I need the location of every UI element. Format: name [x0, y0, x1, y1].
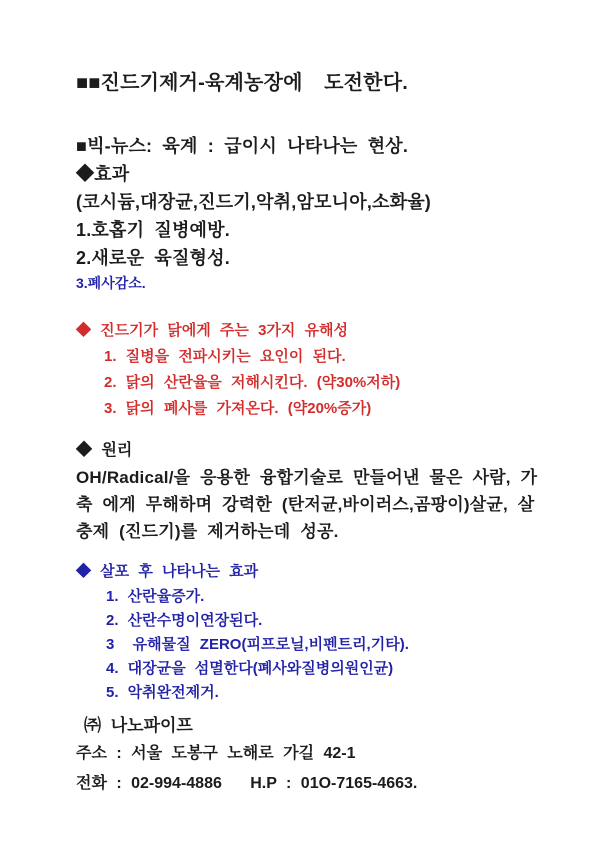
section-gap: [76, 295, 556, 318]
principle-body: OH/Radical/을 응용한 융합기술로 만들어낸 물은 사람, 가축 에게 무해하며 강력한 (탄저균,바이러스,곰팡이)살균, 살충제 (진드기)를 제거하는데 성공.: [76, 468, 538, 541]
footer-section: [76, 713, 556, 799]
effects-item: 5. 악취완전제거.: [106, 684, 219, 701]
intro-item-1: 1.호홉기 질병예방.: [76, 220, 230, 240]
section-gap: [76, 422, 556, 438]
intro-effect-scope: (코시듐,대장균,진드기,악취,암모니아,소화율): [76, 192, 431, 212]
harm-item: 3. 닭의 폐사를 가져온다. (약20%증가): [104, 400, 372, 417]
intro-item-3: 3.폐사감소.: [76, 275, 146, 291]
harm-heading: ◆ 진드기가 닭에게 주는 3가지 유해성: [76, 322, 349, 339]
principle-heading: ◆ 원리: [76, 442, 133, 459]
intro-item-2: 2.새로운 육질형성.: [76, 248, 230, 268]
intro-section: [76, 132, 556, 295]
effects-item: 1. 산란율증가.: [106, 588, 205, 605]
section-gap: [76, 545, 556, 559]
company-phone: 전화 : 02-994-4886 H.P : 01O-7165-4663.: [76, 775, 418, 792]
harm-item: 2. 닭의 산란율을 저해시킨다. (약30%저하): [104, 374, 401, 391]
effects-item: 2. 산란수명이연장된다.: [106, 612, 263, 629]
effects-item: 4. 대장균을 섬멸한다(폐사와질병의원인균): [106, 660, 394, 677]
harm-item: 1. 질병을 전파시키는 요인이 된다.: [104, 348, 346, 365]
harm-section: [76, 318, 556, 422]
company-name: ㈜ 나노파이프: [84, 716, 193, 735]
intro-headline: ■빅-뉴스: 육계 : 급이시 나타나는 현상.: [76, 136, 409, 156]
effects-heading: ◆ 살포 후 나타나는 효과: [76, 563, 259, 580]
intro-effect-label: ◆효과: [76, 164, 130, 184]
effects-item: 3 유해물질 ZERO(피프로닐,비펜트리,기타).: [106, 636, 409, 653]
principle-section: [76, 438, 556, 545]
company-address: 주소 : 서울 도봉구 노해로 가길 42-1: [76, 745, 356, 762]
document-title: ■■진드기제거-육계농장에 도전한다.: [76, 72, 408, 94]
effects-section: [76, 559, 556, 705]
